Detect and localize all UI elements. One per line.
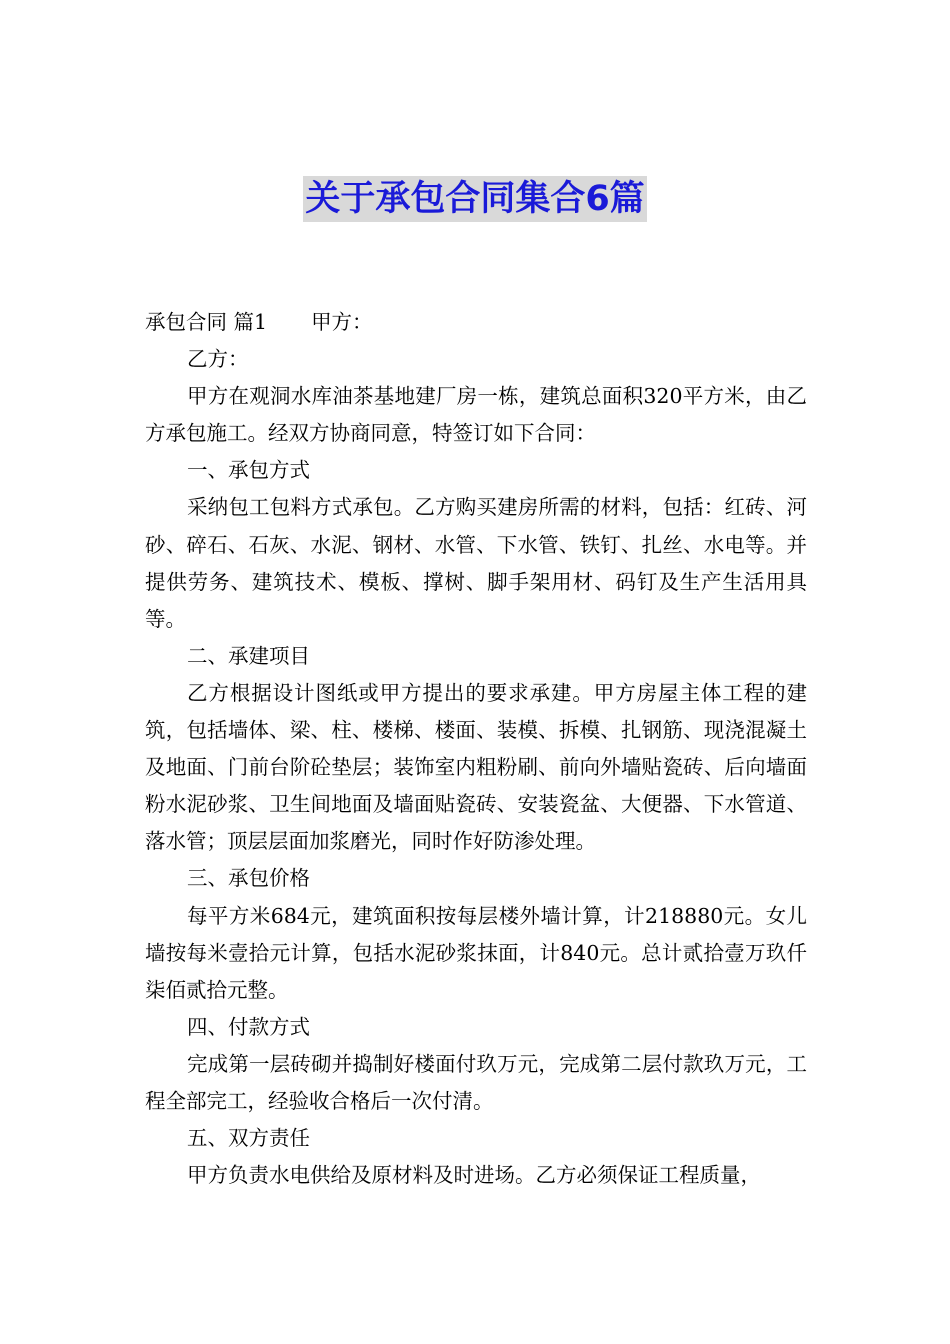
- title-container: [0, 176, 950, 222]
- party-b-line: 乙方：: [187, 347, 249, 372]
- document-body: [145, 304, 807, 1194]
- first-line: [145, 304, 807, 341]
- heading-responsibilities: 五、双方责任: [187, 1126, 310, 1151]
- paragraph-intro: 甲方在观洞水库油茶基地建厂房一栋，建筑总面积320平方米，由乙方承包施工。经双方协商同意，特签订如下合同：: [145, 384, 807, 446]
- heading-contract-method: 一、承包方式: [187, 458, 310, 483]
- paragraph-construction-items: 乙方根据设计图纸或甲方提出的要求承建。甲方房屋主体工程的建筑，包括墙体、梁、柱、楼梯、楼面、装模、拆模、扎钢筋、现浇混凝土及地面、门前台阶砼垫层；装饰室内粗粉刷、前向外墙贴瓷砖、后向墙面粉水泥砂浆、卫生间地面及墙面贴瓷砖、安装瓷盆、大便器、下水管道、落水管；顶层层面加浆磨光，同时作好防渗处理。: [145, 680, 807, 854]
- paragraph-contract-price: 每平方米684元，建筑面积按每层楼外墙计算，计218880元。女儿墙按每米壹拾元计算，包括水泥砂浆抹面，计840元。总计贰拾壹万玖仟柒佰贰拾元整。: [145, 903, 807, 1002]
- heading-payment-method: 四、付款方式: [187, 1014, 310, 1039]
- paragraph-responsibilities: 甲方负责水电供给及原材料及时进场。乙方必须保证工程质量，: [187, 1163, 761, 1188]
- section-label: 承包合同 篇1: [145, 310, 268, 334]
- paragraph-contract-method: 采纳包工包料方式承包。乙方购买建房所需的材料，包括：红砖、河砂、碎石、石灰、水泥、钢材、水管、下水管、铁钉、扎丝、水电等。并提供劳务、建筑技术、模板、撑树、脚手架用材、码钉及生产生活用具等。: [145, 495, 807, 631]
- heading-contract-price: 三、承包价格: [187, 866, 310, 891]
- heading-construction-items: 二、承建项目: [187, 643, 310, 668]
- party-a-label: 甲方：: [311, 310, 373, 334]
- document-title: 关于承包合同集合6篇: [303, 176, 646, 222]
- paragraph-payment-method: 完成第一层砖砌并捣制好楼面付玖万元，完成第二层付款玖万元，工程全部完工，经验收合格后一次付清。: [145, 1051, 807, 1113]
